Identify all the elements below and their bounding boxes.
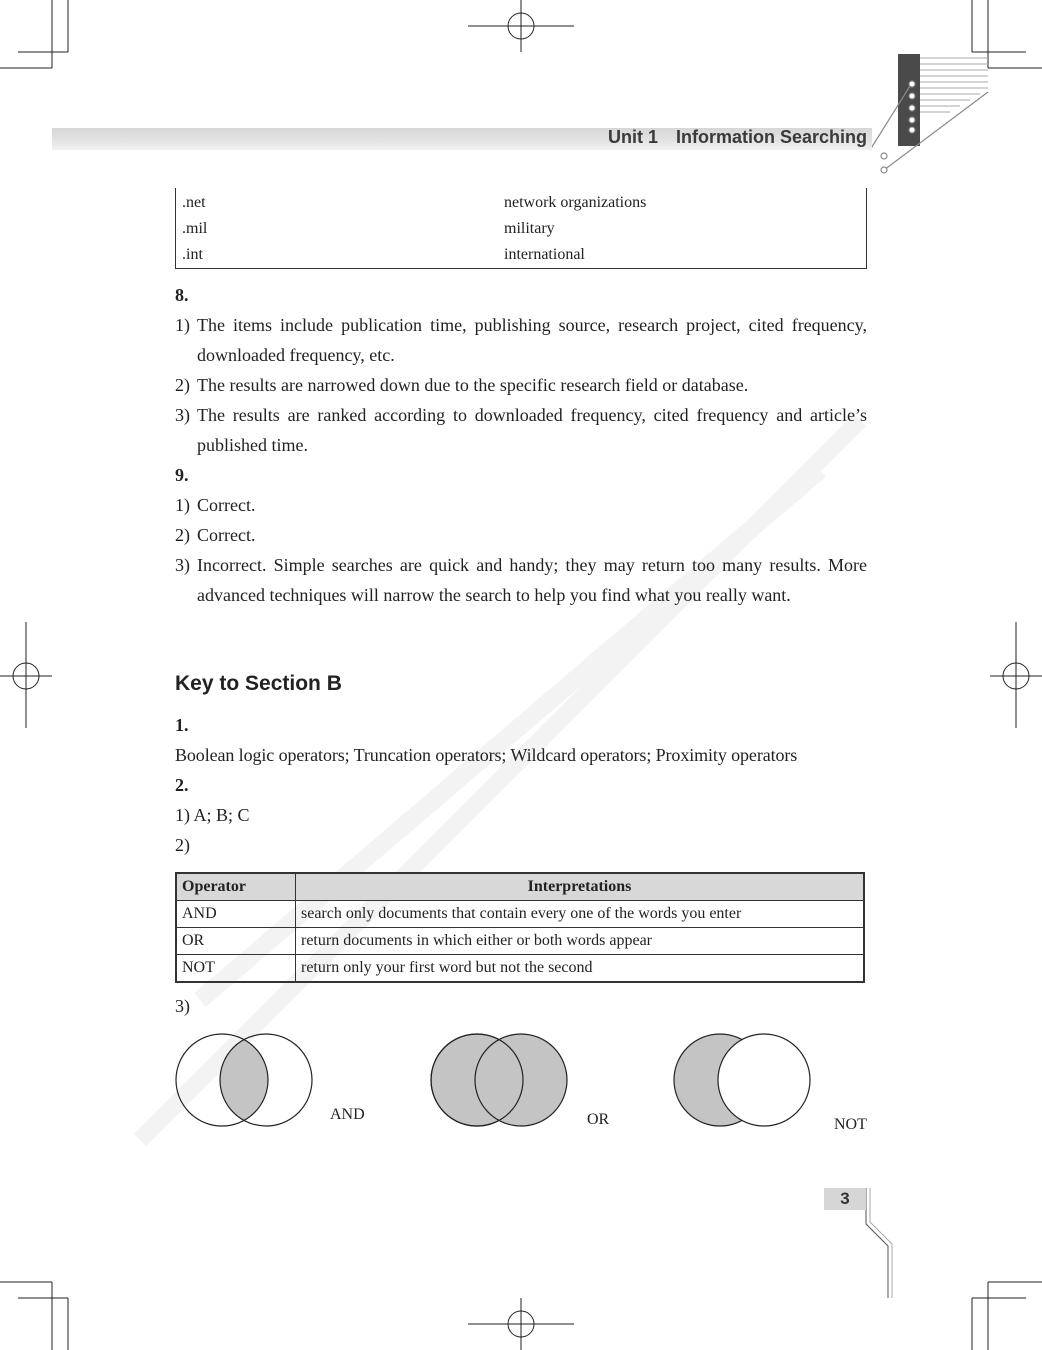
section-a-answers bbox=[175, 280, 867, 610]
answer-item bbox=[175, 400, 867, 460]
operator-cell: OR bbox=[176, 928, 296, 955]
domain-code: .int bbox=[182, 246, 203, 263]
answer-item bbox=[175, 520, 867, 550]
item-text: The items include publication time, publishing source, research project, cited frequency, downloaded frequency, etc. bbox=[197, 315, 867, 365]
sub-question-label: 3) bbox=[175, 996, 190, 1016]
answer-item bbox=[175, 490, 867, 520]
item-number: 3) bbox=[175, 555, 190, 575]
domain-code: .mil bbox=[182, 220, 208, 237]
table-row bbox=[176, 955, 864, 983]
operator-table bbox=[175, 872, 865, 983]
item-number: 3) bbox=[175, 405, 190, 425]
section-b-answers bbox=[175, 710, 867, 860]
interpretation-cell: return only your first word but not the second bbox=[296, 955, 865, 983]
question-number: 8. bbox=[175, 285, 189, 305]
unit-label: Unit 1 bbox=[607, 127, 658, 147]
venn-or-diagram bbox=[425, 1030, 655, 1140]
operator-cell: NOT bbox=[176, 955, 296, 983]
table-row bbox=[176, 928, 864, 955]
answer-item bbox=[175, 370, 867, 400]
table-header-row bbox=[176, 873, 864, 901]
running-header bbox=[608, 127, 867, 148]
domain-row bbox=[182, 242, 585, 268]
page-tab-decoration bbox=[866, 1188, 892, 1298]
item-text: Incorrect. Simple searches are quick and handy; they may return too many results. More advanced techniques will narrow the search to help you find what you really want. bbox=[197, 555, 867, 605]
item-number: 1) bbox=[175, 315, 190, 335]
venn-label-or: OR bbox=[587, 1111, 610, 1128]
answer-item bbox=[175, 310, 867, 370]
question-number: 9. bbox=[175, 465, 189, 485]
chapter-title: Information Searching bbox=[675, 127, 867, 147]
question-number: 1. bbox=[175, 715, 189, 735]
domain-meaning: military bbox=[504, 220, 555, 237]
domain-row bbox=[182, 190, 647, 216]
answer-item bbox=[175, 550, 867, 610]
operator-cell: AND bbox=[176, 901, 296, 928]
domain-table bbox=[175, 188, 867, 269]
item-text: The results are ranked according to downloaded frequency, cited frequency and article’s published time. bbox=[197, 405, 867, 455]
item-number: 2) bbox=[175, 375, 190, 395]
interpretation-cell: return documents in which either or both words appear bbox=[296, 928, 865, 955]
item-number: 2) bbox=[175, 525, 190, 545]
column-header: Operator bbox=[176, 873, 296, 901]
question-number: 2. bbox=[175, 775, 189, 795]
section-b-heading: Key to Section B bbox=[175, 672, 342, 695]
domain-meaning: network organizations bbox=[504, 194, 647, 211]
venn-and-diagram bbox=[170, 1030, 400, 1140]
page-number: 3 bbox=[824, 1188, 866, 1210]
interpretation-cell: search only documents that contain every one of the words you enter bbox=[296, 901, 865, 928]
sub-question-label: 2) bbox=[175, 835, 190, 855]
item-text: Correct. bbox=[197, 525, 256, 545]
table-row bbox=[176, 901, 864, 928]
venn-not-diagram bbox=[668, 1030, 898, 1140]
item-text: The results are narrowed down due to the specific research field or database. bbox=[197, 375, 749, 395]
item-text: Correct. bbox=[197, 495, 256, 515]
decorative-circuit-graphic bbox=[870, 54, 988, 173]
answer-text: Boolean logic operators; Truncation operators; Wildcard operators; Proximity operators bbox=[175, 745, 798, 765]
domain-code: .net bbox=[182, 194, 206, 211]
column-header: Interpretations bbox=[296, 873, 865, 901]
domain-row bbox=[182, 216, 555, 242]
answer-text: 1) A; B; C bbox=[175, 805, 250, 825]
item-number: 1) bbox=[175, 495, 190, 515]
venn-label-and: AND bbox=[330, 1106, 365, 1123]
venn-label-not: NOT bbox=[834, 1116, 867, 1133]
domain-meaning: international bbox=[504, 246, 585, 263]
